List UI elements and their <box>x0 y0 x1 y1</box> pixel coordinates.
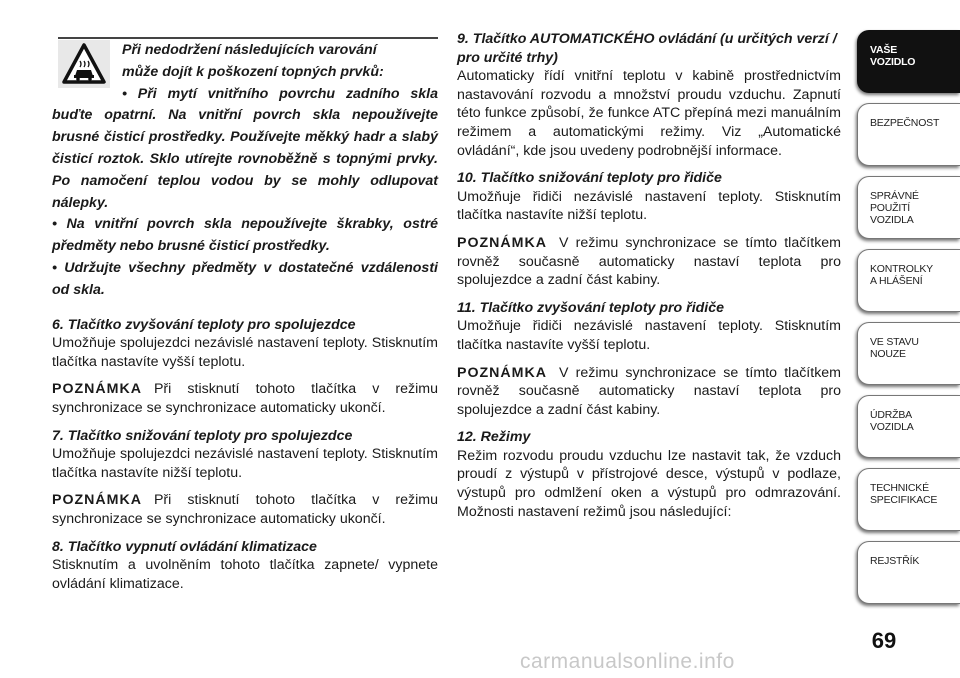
tab-ve-stavu-nouze[interactable] <box>857 322 960 385</box>
warning-triangle-car-icon <box>58 40 110 88</box>
tab-label: REJSTŘÍK <box>870 555 920 567</box>
section-7-body: Umožňuje spolujezdci nezávislé nastavení teploty. Stisknutím tlačítka nastavíte nižší teplotu. <box>52 446 438 481</box>
watermark: carmanualsonline.info <box>520 650 735 673</box>
tab-technicke-specifikace[interactable] <box>857 468 960 531</box>
right-column <box>457 30 841 521</box>
left-column <box>52 30 438 593</box>
section-11-title: 11. Tlačítko zvyšování teploty pro řidiče <box>457 299 725 316</box>
section-10-note <box>457 234 841 290</box>
warning-line-1: Při nedodržení následujících varování <box>122 42 377 58</box>
tab-label: KONTROLKY A HLÁŠENÍ <box>870 263 933 287</box>
section-6-body: Umožňuje spolujezdci nezávislé nastavení teploty. Stisknutím tlačítka nastavíte vyšší teplotu. <box>52 335 438 370</box>
note-label: POZNÁMKA <box>457 364 547 381</box>
tab-label: VE STAVU NOUZE <box>870 336 919 360</box>
section-11-note <box>457 364 841 420</box>
section-10-body: Umožňuje řidiči nezávislé nastavení teploty. Stisknutím tlačítka nastavíte nižší teplotu. <box>457 188 841 224</box>
tab-bezpecnost[interactable] <box>857 103 960 166</box>
tab-label: SPRÁVNÉ POUŽITÍ VOZIDLA <box>870 190 919 226</box>
section-12-title: 12. Režimy <box>457 429 531 446</box>
tab-label: VAŠE VOZIDLO <box>870 44 916 68</box>
section-11-body: Umožňuje řidiči nezávislé nastavení teploty. Stisknutím tlačítka nastavíte vyšší teplotu. <box>457 318 841 353</box>
warning-rule <box>58 37 438 39</box>
tab-label: BEZPEČNOST <box>870 117 940 129</box>
chapter-tabs <box>857 30 960 614</box>
section-7-title: 7. Tlačítko snižování teploty pro spolujezdce <box>52 427 353 444</box>
warning-box <box>52 30 438 302</box>
section-8-title: 8. Tlačítko vypnutí ovládání klimatizace <box>52 538 317 555</box>
warning-bullet-2: • Na vnitřní povrch skla nepoužívejte škrabky, ostré předměty nebo brusné čisticí prostředky. <box>52 216 438 255</box>
section-7-note-text: Při stisknutí tohoto tlačítka v režimu synchronizace se synchronizace automaticky ukončí. <box>52 492 438 527</box>
page-number: 69 <box>871 628 897 653</box>
section-9-title: 9. Tlačítko AUTOMATICKÉHO ovládání (u určitých verzí / pro určité trhy) <box>457 31 837 66</box>
section-11-note-text: V režimu synchronizace se tímto tlačítkem rovněž současně automaticky nastaví teplota pro spolujezdce a zadní část kabiny. <box>457 364 841 418</box>
section-6-note-text: Při stisknutí tohoto tlačítka v režimu synchronizace se synchronizace automaticky ukončí. <box>52 381 438 416</box>
section-10-title: 10. Tlačítko snižování teploty pro řidiče <box>457 170 722 187</box>
tab-label: TECHNICKÉ SPECIFIKACE <box>870 482 938 506</box>
section-10-note-text: V režimu synchronizace se tímto tlačítkem rovněž současně automaticky nastaví teplota pro spolujezdce a zadní část kabiny. <box>457 234 841 289</box>
tab-udrzba[interactable] <box>857 395 960 458</box>
tab-label: ÚDRŽBA VOZIDLA <box>870 409 914 433</box>
section-7-note <box>52 491 438 528</box>
tab-vase-vozidlo[interactable] <box>857 30 960 93</box>
tab-spravne-pouziti[interactable] <box>857 176 960 239</box>
section-6-note <box>52 380 438 417</box>
section-6-title: 6. Tlačítko zvyšování teploty pro spolujezdce <box>52 316 356 333</box>
warning-bullet-1: • Při mytí vnitřního povrchu zadního skla buďte opatrní. Na vnitřní povrch skla nepoužívejte brusné čisticí prostředky. Používejte měkký hadr a slabý čisticí roztok. Sklo utírejte rovnoběžně s topnými prvky. Po namočení teplou vodou by se mohly odlupovat nálepky. <box>52 85 438 211</box>
tab-rejstrik[interactable] <box>857 541 960 604</box>
warning-bullet-3: • Udržujte všechny předměty v dostatečné vzdálenosti od skla. <box>52 259 438 298</box>
warning-line-2: může dojít k poškození topných prvků: <box>122 63 384 80</box>
note-label: POZNÁMKA <box>457 234 547 251</box>
tab-kontrolky[interactable] <box>857 249 960 312</box>
section-12-body: Režim rozvodu proudu vzduchu lze nastavit tak, že vzduch proudí z výstupů v přístrojové desce, výstupů v podlaze, výstupů pro odmlžení oken a výstupů pro odmrazování. Možnosti nastavení režimů jsou následující: <box>457 447 841 520</box>
section-8-body: Stisknutím a uvolněním tohoto tlačítka zapnete/ vypnete ovládání klimatizace. <box>52 557 438 592</box>
note-label: POZNÁMKA <box>52 381 142 398</box>
section-9-body: Automaticky řídí vnitřní teplotu v kabině prostřednictvím nastavování rozvodu a množství proudu vzduchu. Zapnutí této funkce způsobí, že funkce ATC přepíná mezi manuálním režimem a automatickými režimy. Viz „Automatické ovládání“, kde jsou uvedeny podrobnější informace. <box>457 68 841 159</box>
note-label: POZNÁMKA <box>52 492 142 509</box>
